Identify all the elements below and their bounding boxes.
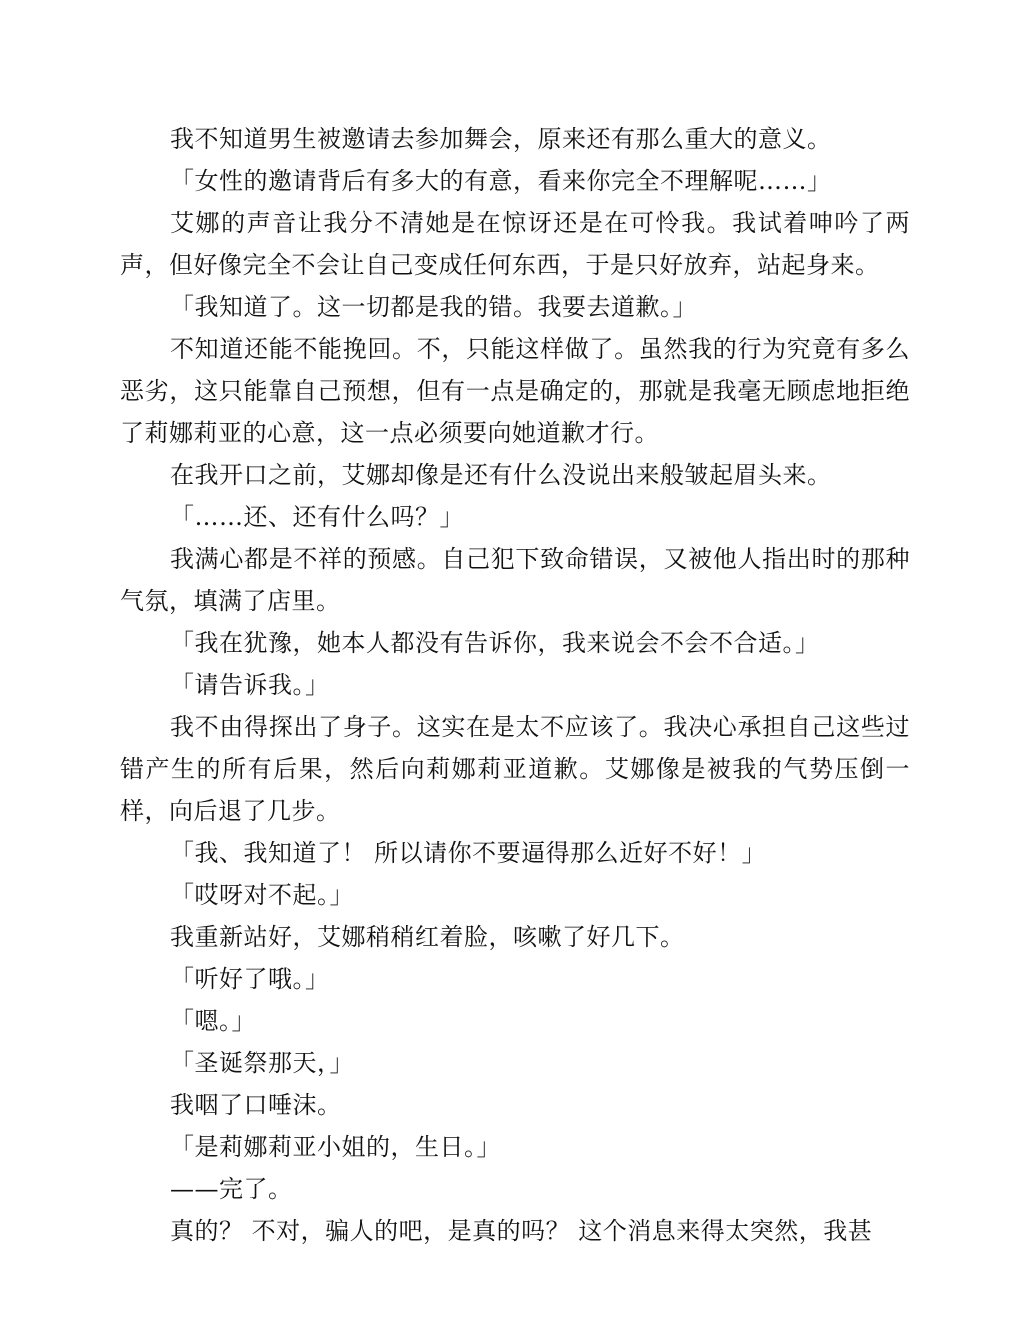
paragraph: 「我在犹豫，她本人都没有告诉你，我来说会不会不合适。」 <box>170 629 820 657</box>
paragraph: 不知道还能不能挽回。不，只能这样做了。虽然我的行为究竟有多么恶劣，这只能靠自己预想，但有一点是确定的，那就是我毫无顾虑地拒绝了莉娜莉亚的心意，这一点必须要向她道歉才行。 <box>120 335 910 447</box>
paragraph: 我不知道男生被邀请去参加舞会，原来还有那么重大的意义。 <box>170 125 832 153</box>
paragraph: 我满心都是不祥的预感。自己犯下致命错误，又被他人指出时的那种气氛，填满了店里。 <box>120 545 910 615</box>
paragraph: 我不由得探出了身子。这实在是太不应该了。我决心承担自己这些过错产生的所有后果，然后向莉娜莉亚道歉。艾娜像是被我的气势压倒一样，向后退了几步。 <box>120 713 910 825</box>
paragraph: 在我开口之前，艾娜却像是还有什么没说出来般皱起眉头来。 <box>170 461 832 489</box>
paragraph: 「听好了哦。」 <box>170 965 330 993</box>
paragraph: 我重新站好，艾娜稍稍红着脸，咳嗽了好几下。 <box>170 923 685 951</box>
paragraph: 「我知道了。这一切都是我的错。我要去道歉。」 <box>170 293 697 321</box>
document-body <box>120 118 910 1252</box>
paragraph: 真的？ 不对，骗人的吧，是真的吗？ 这个消息来得太突然，我甚 <box>170 1217 873 1245</box>
paragraph: 「哎呀对不起。」 <box>170 881 354 909</box>
paragraph: 艾娜的声音让我分不清她是在惊讶还是在可怜我。我试着呻吟了两声，但好像完全不会让自己变成任何东西，于是只好放弃，站起身来。 <box>120 209 910 279</box>
paragraph: 「……还、还有什么吗？」 <box>170 503 464 531</box>
paragraph: 「女性的邀请背后有多大的有意，看来你完全不理解呢……」 <box>170 167 832 195</box>
paragraph: 「请告诉我。」 <box>170 671 330 699</box>
paragraph: 「是莉娜莉亚小姐的，生日。」 <box>170 1133 501 1161</box>
paragraph: 「圣诞祭那天，」 <box>170 1049 354 1077</box>
paragraph: 「嗯。」 <box>170 1007 256 1035</box>
paragraph: 「我、我知道了！ 所以请你不要逼得那么近好不好！」 <box>170 839 767 867</box>
paragraph: ——完了。 <box>170 1175 293 1203</box>
paragraph: 我咽了口唾沫。 <box>170 1091 342 1119</box>
